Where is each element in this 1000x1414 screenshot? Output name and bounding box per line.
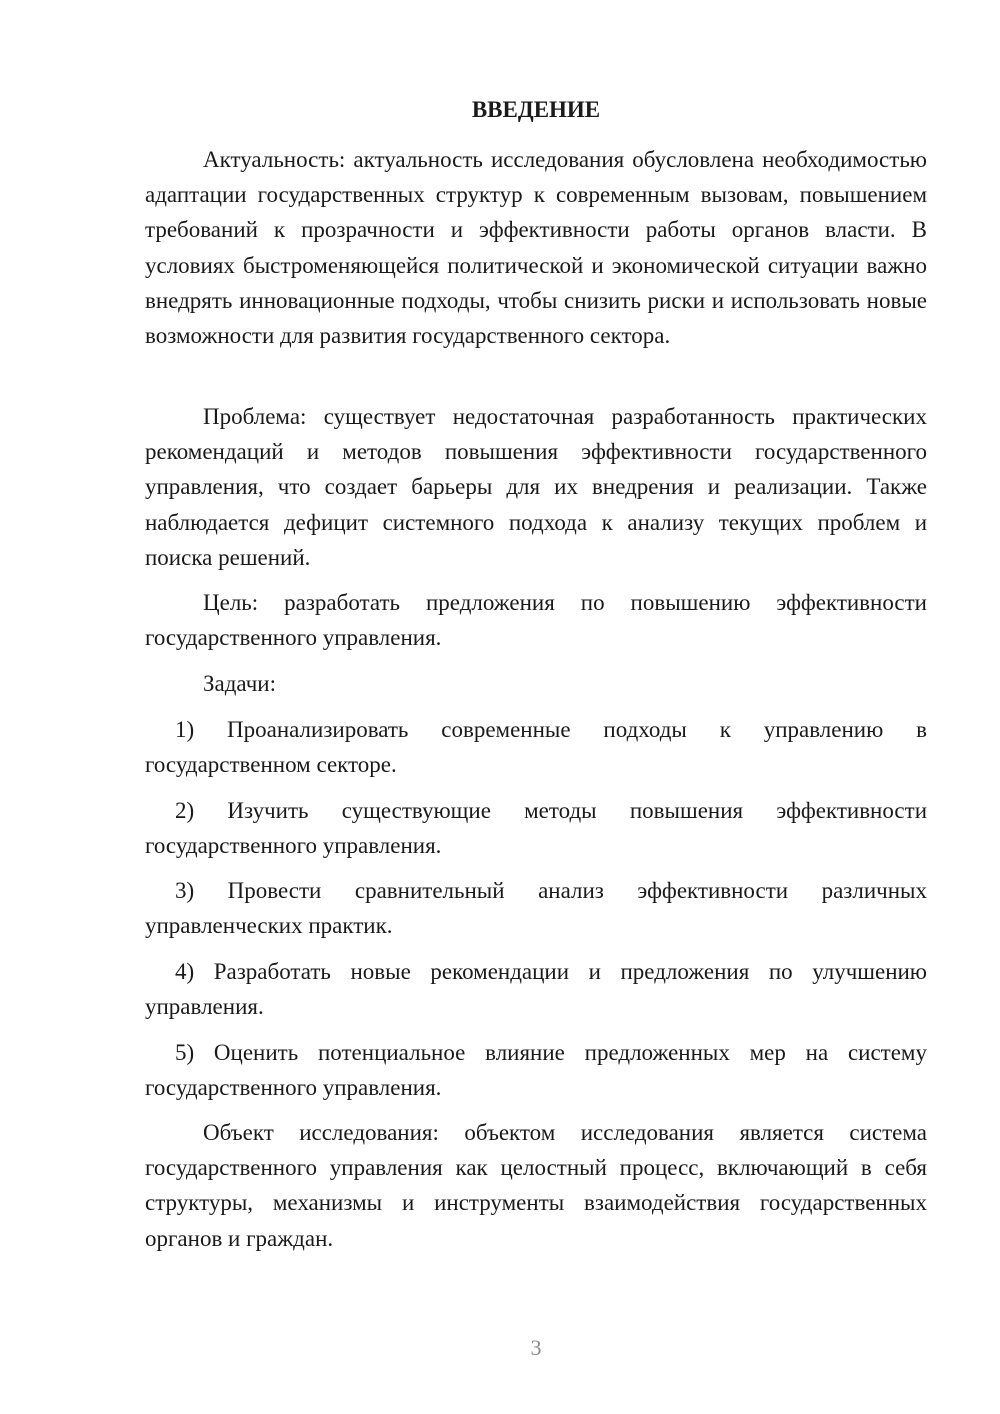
task-item-5: 5) Оценить потенциальное влияние предложенных мер на систему государственного управления.: [145, 1040, 927, 1101]
paragraph-relevance: Актуальность: актуальность исследования обусловлена необходимостью адаптации государственных структур к современным вызовам, повышением требований к прозрачности и эффективности работы органов власти. В условиях быстроменяющейся политической и экономической ситуации важно внедрять инновационные подходы, чтобы снизить риски и использовать новые возможности для развития государственного сектора.: [145, 147, 927, 349]
task-item-3: 3) Провести сравнительный анализ эффективности различных управленческих практик.: [145, 878, 927, 939]
paragraph-problem: Проблема: существует недостаточная разработанность практических рекомендаций и методов повышения эффективности государственного управления, что создает барьеры для их внедрения и реализации. Также наблюдается дефицит системного подхода к анализу текущих проблем и поиска решений.: [145, 404, 927, 570]
task-item-4: 4) Разработать новые рекомендации и предложения по улучшению управления.: [145, 959, 927, 1020]
task-item-2: 2) Изучить существующие методы повышения эффективности государственного управления.: [145, 798, 927, 859]
section-heading: ВВЕДЕНИЕ: [471, 97, 601, 122]
paragraph-object: Объект исследования: объектом исследования является система государственного управления как целостный процесс, включающий в себя структуры, механизмы и инструменты взаимодействия государственных органов и граждан.: [145, 1120, 927, 1251]
paragraph-goal: Цель: разработать предложения по повышению эффективности государственного управления.: [145, 590, 927, 651]
page-number: 3: [530, 1335, 542, 1360]
task-item-1: 1) Проанализировать современные подходы к управлению в государственном секторе.: [145, 717, 927, 778]
tasks-label: Задачи:: [203, 671, 276, 696]
